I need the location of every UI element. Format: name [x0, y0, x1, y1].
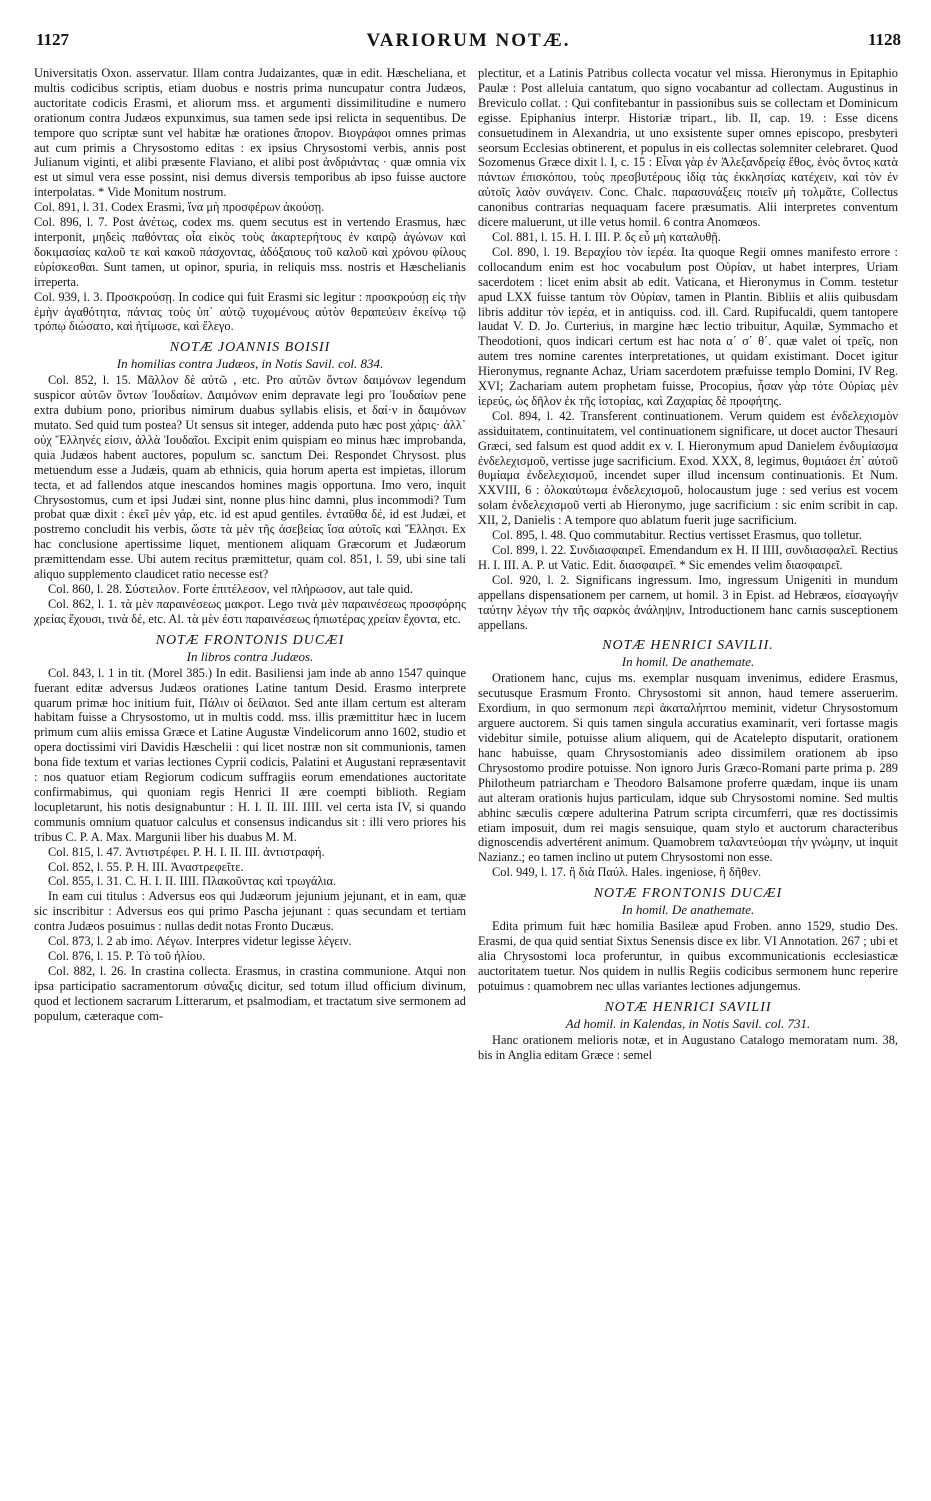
note-paragraph: Col. 881, l. 15. H. I. III. P. δς εὖ μὴ καταλυθῇ.	[492, 229, 721, 244]
note-paragraph: Col. 920, l. 2. Significans ingressum. Imo, ingressum Unigeniti in mundum appellans dispensationem per carnem, ut homil. 3 in Epist. ad Hebræos, εἰσαγωγὴν ταύτην λέγων τὴν τῆς σαρκὸς ἀνάληψιν, Introductionem hanc carnis susceptionem appellans.	[478, 572, 898, 632]
page-number-right: 1128	[867, 30, 901, 49]
section-subheading: In homilias contra Judæos, in Notis Savil. col. 834.	[116, 356, 384, 372]
note-paragraph: Orationem hanc, cujus ms. exemplar nusquam invenimus, edidere Erasmus, secutusque Erasmum Fronto. Chrysostomi sit annon, haud temere asseruerim. Exordium, in quo sermonum περὶ ἀκαταλήπτου meminit, videtur Chrysostomum arguere auctorem. Si quis tamen singula accuratius examinarit, veri fortasse magis videbitur simile, potuisse alium aliquem, qui de Acatelepto disputarit, orationem hanc habuisse, quam Chrysostomianis adeo dissimilem orationem ab ipso Chrysostomo prodire potuisse. Non ignoro Juris Græco-Romani parte prima p. 289 Philotheum patriarcham e Theodoro Balsamone proferre quædam, inque iis unam aut alteram orationis hujus particulam, idque sub Chrysostomi nomine. Sed multis abhinc sæculis cœpere adulterina Patrum scripta circumferri, quæ res doctissimis etiam imposuit, dum rei magis sensuique, quam stylo et auctorum characteribus dignoscendis advertérent animum. Quamobrem ταλαντεύομαι τὴν γνώμην, ut inquit Nazianz.; eo tamen inclino ut putem Chrysostomi non esse.	[478, 671, 898, 865]
note-paragraph: Col. 862, l. 1. τὰ μὲν παραινέσεως μακροτ. Lego τινὰ μὲν παραινέσεως προσφόρης χρείας ἔχουσι, τινὰ δέ, etc. Al. τὰ μὲν ἐστι παραινέσεως ἠπιωτέρας χρείαν ἔχοντα, etc.	[34, 596, 466, 626]
right-column	[478, 66, 898, 1494]
note-paragraph: Col. 843, l. 1 in tit. (Morel 385.) In edit. Basiliensi jam inde ab anno 1547 quinque fuerant editæ adversus Judæos orationes Latine tantum Desid. Erasmo interprete quarum primæ hoc initium fuit, Πάλιν οἱ δείλαιοι. Sed ante illam certum est alteram habitam fuisse a Chrysostomo, ut in multis codd. mss. illis præmittitur hæc in lucem primum cum aliis emissa Græce et Latine Augustæ Vindelicorum anno 1602, studio et opera doctissimi viri Davidis Hæschelii : qui licet nostræ non sit communionis, tamen bona fide textum et varias lectiones Cyprii codicis, Palatini et Augustani repræsentavit : nos quatuor etiam Regiorum codicum suffragiis eorum emendationes auctoritate confirmabimus, qui quoniam regis Henrici II ære coempti biblioth. Regiam locupletarunt, his notis designabuntur : H. I. II. III. IIII. vel certa ista IV, si quando communis omnium quatuor calculus et consensus indicandus sit : illi vero priores his tribus C. P. A. Max. Margunii liber his duabus M. M.	[34, 665, 466, 844]
running-head	[36, 30, 901, 56]
section-heading: NOTÆ FRONTONIS DUCÆI	[155, 632, 345, 648]
note-paragraph: Col. 855, l. 31. C. H. I. II. IIII. Πλακοῦντας καὶ τρωγάλια.	[48, 874, 337, 889]
note-paragraph: Col. 815, l. 47. Ἀντιστρέφει. P. H. I. II. III. ἀντιστραφή.	[48, 844, 325, 859]
section-heading: NOTÆ FRONTONIS DUCÆI	[593, 886, 783, 902]
left-column	[34, 66, 466, 1494]
section-heading: NOTÆ HENRICI SAVILII.	[602, 638, 774, 654]
note-paragraph: Col. 894, l. 42. Transferent continuationem. Verum quidem est ἐνδελεχισμὸν assiduitatem, continuitatem, vel continuationem significare, ut docet auctor Thesauri Græci, sed falsum est quod addit ex v. I. Hieronymum apud Danielem ἐνδυμίασμα ἐνδελεχισμοῦ, vertisse juge sacrificium. Exod. XXX, 8, legimus, θυμιάσει ἐπ᾽ αὐτοῦ θυμίαμα ἐνδελεχισμοῦ, incendet super illud incensum continuationis. Et Num. XXVIII, 6 : ὁλοκαύτωμα ἐνδελεχισμοῦ, holocaustum juge : sed verius est vocem solam ἐνδελεχισμοῦ verti ab Hieronymo, juge sacrificium : sic enim scribit in cap. XII, 2, Danielis : A tempore quo ablatum fuerit juge sacrificium.	[478, 408, 898, 528]
section-heading: NOTÆ HENRICI SAVILII	[604, 999, 772, 1015]
note-paragraph: Col. 852, l. 15. Μᾶλλον δὲ αὐτῶ , etc. Pro αὐτῶν ὄντων δαιμόνων legendum suspicor αὐτῶν ὄντων Ἰουδαίων. Δαιμόνων enim depravate legi pro Ἰουδαίων pene extra dubium pono, prioribus nimirum duabus syllabis elisis, et δαί·ν in δαιμόνων mutato. Sed quid tum postea? Ut sensus sit integer, addenda puto hæc post χάρις· ἀλλ᾽ οὐχ Ἕλληνές εἰσιν, ἀλλὰ Ἰουδαῖοι. Excipit enim quispiam eo minus hæc improbanda, quia Judæos habent auctores, populum sc. sanctum Dei. Respondet Chrysost. plus metuendum esse a Judæis, quam ab ethnicis, quia horum aperta est impietas, illorum tecta, et ad fallendos atque inescandos homines magis opportuna. Imo vero, inquit Chrysostomus, cum et ipsi Judæi sint, nonne plus hinc damni, plus incommodi? Tum probat quæ dixit : ἐκεῖ μὲν γάρ, etc. id est apud gentiles. ἐνταῦθα δέ, id est Judæi, et postremo concludit his verbis, ὥστε τὰ μὲν τῆς ἀσεβείας ἴσα αὐτοῖς καὶ Ἕλλησι. Ex hac conclusione apertissime liquet, mentionem aliquam Græcorum et Judæorum præmittendam esse. Ubi autem recitus præmittetur, quam col. 851, l. 59, ubi sine tali aliquo supplemento claudicet ratio necesse est?	[34, 373, 466, 582]
note-paragraph: Col. 876, l. 15. P. Τὸ τοῦ ἡλίου.	[48, 948, 206, 963]
note-paragraph: Universitatis Oxon. asservatur. Illam contra Judaizantes, quæ in edit. Hæscheliana, et multis codicibus scriptis, etiam duobus e nostris prima nuncupatur contra Judæos, auctoritate codicis Erasmi, et aliorum mss. et argumenti dissimilitudine e numero orationum contra Judæos expunximus, sua tamen sede ipsi relicta in sequentibus. De tempore quo scriptæ sunt vel habitæ hæ orationes ἄπορον. Βιογράφοι omnes primas aut cum primis a Chrysostomo editas : ex ipsius Chrysostomi verbis, annis post Julianum viginti, et alibi præsente Flaviano, et alibi post ἀνδριάντας · quæ omnia vix est ut simul vera esse possint, nisi demus diversis temporibus ab ipso fuisse auctore interpolatas. * Vide Monitum nostrum.	[34, 66, 466, 200]
section-subheading: Ad homil. in Kalendas, in Notis Savil. col. 731.	[565, 1015, 811, 1031]
running-title: VARIORUM NOTÆ.	[366, 30, 571, 51]
note-paragraph: Col. 882, l. 26. In crastina collecta. Erasmus, in crastina communione. Atqui non ipsa participatio sacramentorum σύναξις dicitur, sed totum illud officium divinum, quod et lectionem sacrarum Litterarum, et psalmodiam, et tractatum sive sermonem ad populum, cæteraque com-	[34, 963, 466, 1023]
note-paragraph: Edita primum fuit hæc homilia Basileæ apud Froben. anno 1529, studio Des. Erasmi, de qua quid sentiat Sixtus Senensis disce ex libr. VI Annotation. 267 ; ubi et alia Chrysostomi loca proferuntur, in quibus excommunicationis ecclesiasticæ auctoritatem tuetur. Nos quidem in nullis Regiis codicibus sermonem hunc reperire potuimus : quamobrem nec ullas variantes lectiones adjungemus.	[478, 919, 898, 993]
page-number-left: 1127	[36, 30, 70, 49]
section-subheading: In libros contra Judæos.	[186, 648, 314, 664]
note-paragraph: Col. 891, l. 31. Codex Erasmi, ἵνα μὴ προσφέρων ἀκούσῃ.	[34, 200, 325, 215]
note-paragraph: plectitur, et a Latinis Patribus collecta vocatur vel missa. Hieronymus in Epitaphio Paulæ : Post alleluia cantatum, quo signo vocabantur ad collectam. Augustinus in Breviculo collat. : Qui confitebantur in passionibus suis se collectam et Dominicum egisse. Epiphanius interpr. Historiæ tripart., lib. II, cap. 19. : Esse dicens consuetudinem in Alexandria, ut uno exsistente super omnes episcopo, presbyteri seorsum Ecclesias obtinerent, et populus in eis collectas solemniter celebraret. Quod Sozomenus Græce dixit l. I, c. 15 : Εἶναι γὰρ ἐν Ἀλεξανδρείᾳ ἔθος, ἑνὸς ὄντος κατὰ πάντων ἐπισκόπου, τοὺς πρεσβυτέρους ἰδίᾳ τὰς ἐκκλησίας κατέχειν, καὶ τὸν ἐν αὐτοῖς λαὸν συνάγειν. Conc. Chalc. παρασυνάξεις ποιεῖν μὴ τολμᾶτε, Collectus canonibus contrarias nequaquam facere præsumatis. Alii interpretes conventum dicere maluerunt, ut ille vetus homil. 6 contra Anomœos.	[478, 66, 898, 230]
note-paragraph: Col. 899, l. 22. Συνδιασφαιρεῖ. Emendandum ex H. II IIII, συνδιασφαλεῖ. Rectius H. I. III. A. P. ut Vatic. Edit. διασφαιρεῖ. * Sic emendes velim διασφαιρεῖ.	[478, 543, 898, 572]
note-paragraph: Col. 896, l. 7. Post ἀνέτως, codex ms. quem secutus est in vertendo Erasmus, hæc interponit, μηδεὶς παθόντας οἷα εἰκὸς τοὺς ἀκαρτερήτους ἐν καιρῷ ἀγώνων καὶ δοκιμασίας καλοῦ τε καὶ κακοῦ πάσχοντας, ἀδόξαιους τοῦ καλοῦ καὶ χρόνου φίλους εὑρίσκεσθαι. Sunt tamen, ut opinor, spuria, in reliquis mss. nostris et Hæschelianis irreperta.	[34, 215, 466, 289]
section-heading: NOTÆ JOANNIS BOISII	[169, 340, 331, 356]
section-subheading: In homil. De anathemate.	[621, 902, 755, 918]
section-subheading: In homil. De anathemate.	[621, 654, 755, 670]
note-paragraph: Col. 949, l. 17. ἢ διὰ Παύλ. Hales. ingeniose, ἢ δῆθεν.	[492, 865, 762, 880]
note-paragraph: Col. 873, l. 2 ab imo. Λέγων. Interpres videtur legisse λέγειν.	[48, 934, 352, 949]
note-paragraph: Col. 895, l. 48. Quo commutabitur. Rectius vertisset Erasmus, quo tolletur.	[492, 528, 862, 543]
note-paragraph: Col. 860, l. 28. Σύστειλον. Forte ἐπιτέλεσον, vel πλήρωσον, aut tale quid.	[48, 582, 413, 596]
note-paragraph: Col. 890, l. 19. Βεραχίου τὸν ἱερέα. Ita quoque Regii omnes manifesto errore : collocandum enim est hoc vocabulum post Οὐρίαν, ut habet interpres, Uriam sacerdotem : licet enim absit ab edit. Vaticana, et Hieronymus in Comm. testetur apud LXX fuisse tantum τὸν Οὐρίαν, tamen in Plantin. Bibliis et aliis quibusdam libris additur τὸν ἱερέα, et in antiquiss. cod. ill. Card. Rupifucaldi, quem tantopere laudat V. D. Jo. Curterius, in margine hæc lectio tribuitur, Aquilæ, Symmacho et Theodotioni, quos indicari certum est hac nota α΄ σ΄ θ΄. quæ valet οἱ τρεῖς, non autem tres nomine carentes interpretationes, ut quidam existimant. Docet igitur Hieronymus, regnante Achaz, Uriam sacerdotem præfuisse templo Domini, IV Reg. XVI; Zachariam autem prophetam fuisse, Procopius, ἦσαν γὰρ τότε Οὐρίας μὲν ἱερεύς, ὡς δῆλον ἐκ τῆς ἱστορίας, καὶ Ζαχαρίας δὲ προφήτης.	[478, 244, 898, 408]
note-paragraph: Col. 939, l. 3. Προσκρούσῃ. In codice qui fuit Erasmi sic legitur : προσκρούσῃ εἰς τὴν ἐμὴν ἀγαθότητα, πάντας τοὺς ὑπ᾽ αὐτῷ τυχομένους αὐτὸν θεραπεύειν ἐκείνῳ τῷ τρόπῳ διώσατο, καὶ ἠτίμωσε, καὶ ἔλεγο.	[34, 289, 466, 334]
note-paragraph: Col. 852, l. 55. P. H. III. Ἀναστρεφεῖτε.	[48, 859, 244, 874]
note-paragraph: Hanc orationem melioris notæ, et in Augustano Catalogo memoratam num. 38, bis in Anglia editam Græce : semel	[478, 1032, 898, 1062]
note-paragraph: In eam cui titulus : Adversus eos qui Judæorum jejunium jejunant, et in eam, quæ sic inscribitur : Adversus eos qui primo Pascha jejunant : quas secundam et tertiam contra Judæos posuimus : nullas dedit notas Fronto Ducæus.	[34, 889, 466, 934]
